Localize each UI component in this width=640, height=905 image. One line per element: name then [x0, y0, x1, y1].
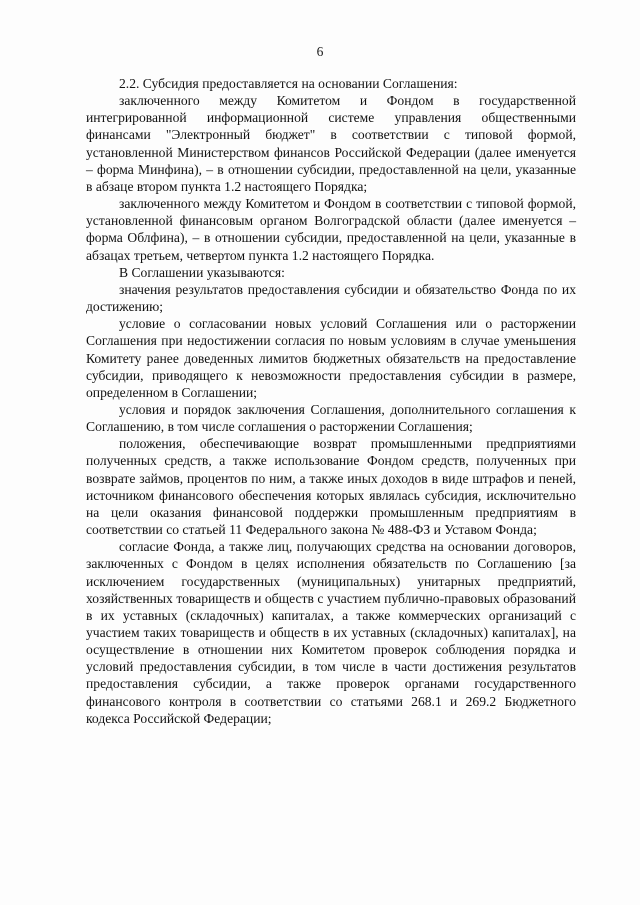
paragraph-agreement-contents: В Соглашении указываются:	[119, 264, 285, 280]
document-body	[86, 75, 576, 727]
paragraph-minfin-form: заключенного между Комитетом и Фондом в государственной интегрированной информационной системе управления общественными финансами "Электронный бюджет" в соответствии с типовой формой, установленной Министерством финансов Российской Федерации (далее именуется – форма Минфина), – в отношении субсидии, предоставленной на цели, указанные в абзаце втором пункта 1.2 настоящего Порядка;	[86, 93, 576, 194]
paragraph-oblfin-form: заключенного между Комитетом и Фондом в соответствии с типовой формой, установленной финансовым органом Волгоградской области (далее именуется – форма Облфина), – в отношении субсидии, предоставленной на цели, указанные в абзацах третьем, четвертом пункта 1.2 настоящего Порядка.	[86, 196, 576, 263]
page-number: 6	[316, 44, 324, 59]
paragraph-result-values: значения результатов предоставления субсидии и обязательство Фонда по их достижению;	[86, 281, 576, 315]
paragraph-new-conditions: условие о согласовании новых условий Соглашения или о расторжении Соглашения при недостижении согласия по новым условиям в случае уменьшения Комитету ранее доведенных лимитов бюджетных обязательств на предоставление субсидии, приводящего к невозможности предоставления субсидии в размере, определенном в Соглашении;	[86, 316, 576, 400]
paragraph-return-provisions: положения, обеспечивающие возврат промышленными предприятиями полученных средств, а также использование Фондом средств, полученных при возврате займов, процентов по ним, а также иных доходов в виде штрафов и пеней, источником финансового обеспечения которых являлась субсидия, исключительно на цели оказания финансовой поддержки промышленным предприятиям в соответствии со статьей 11 Федерального закона № 488-ФЗ и Уставом Фонда;	[86, 436, 576, 538]
paragraph-conclusion-conditions: условия и порядок заключения Соглашения, дополнительного соглашения к Соглашению, в том числе соглашения о расторжении Соглашения;	[86, 401, 576, 435]
paragraph-fund-consent: согласие Фонда, а также лиц, получающих средства на основании договоров, заключенных с Фондом в целях исполнения обязательств по Соглашению [за исключением государственных (муниципальных) унитарных предприятий, хозяйственных товариществ и обществ с участием публично-правовых образований в их уставных (складочных) капиталах, а также коммерческих организаций с участием таких товариществ и обществ в их уставных (складочных) капиталах], на осуществление в отношении них Комитетом проверок соблюдения порядка и условий предоставления субсидии, в том числе в части достижения результатов предоставления субсидии, а также проверок органами государственного финансового контроля в соответствии со статьями 268.1 и 269.2 Бюджетного кодекса Российской Федерации;	[86, 539, 576, 726]
paragraph-2-2-intro: 2.2. Субсидия предоставляется на основании Соглашения:	[119, 76, 458, 91]
